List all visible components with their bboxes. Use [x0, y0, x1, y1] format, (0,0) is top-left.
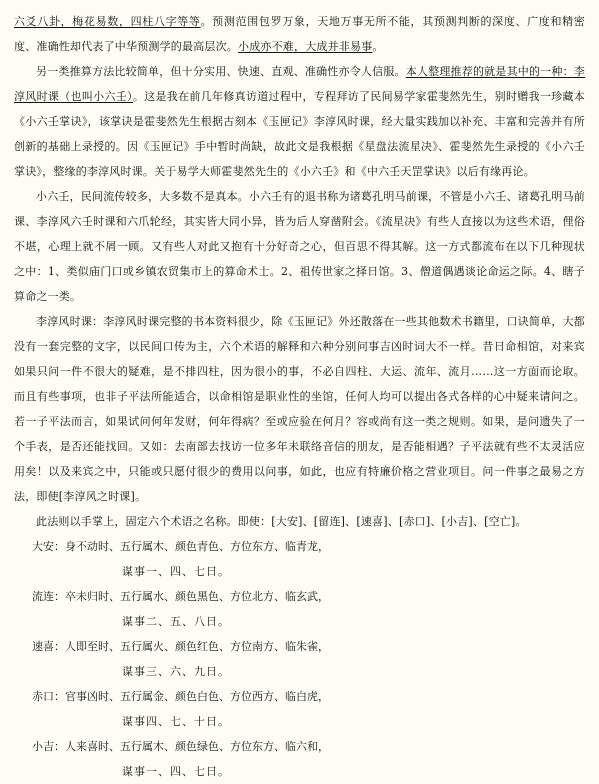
term-name: 大安：	[32, 540, 65, 553]
term-row	[14, 534, 585, 559]
term-name: 流连：	[32, 590, 65, 603]
term-days: 谋事四、七、十日。	[122, 715, 230, 728]
term-days: 谋事二、五、八日。	[122, 615, 230, 628]
term-days: 谋事一、四、七日。	[122, 765, 230, 778]
paragraph-text: 另一类推算方法比较简单，但十分实用、快速、直观、准确性亦令人信服。	[36, 65, 406, 78]
term-row	[14, 634, 585, 659]
paragraph-text: 。预测范围包罗万象，天地万事无所不能，其预测判断的深度、广度和精密度、准确性却代表了中华预测学的最高层次。	[14, 15, 585, 53]
term-description: 官事凶时、五行属金、颜色白色、方位西方、临白虎，	[65, 690, 329, 703]
term-name: 速喜：	[32, 640, 65, 653]
paragraph-xiaoliuren: 小六壬，民间流传较多，大多数不是真本。小六壬有的退书称为诸葛孔明马前课，不管是小六壬、诸葛孔明马前课、李淳风六壬时课和六爪轮经，其实皆大同小异，皆为后人穿凿附会。《流星决》有些人直接以为这些术语，俚俗不堪，心理上就不屑一顾。又有些人对此又抱有十分好奇之心，但百思不得其解。这一方式都流布在以下几种现状之中：1、类似庙门口或乡镇农贸集市上的算命术士。2、祖传世家之择日馆。3、僧道偶遇谈论命运之际。4、瞎子算命之一类。	[14, 190, 585, 303]
paragraph-method	[14, 59, 585, 184]
terms-list	[14, 534, 585, 784]
term-description: 人来喜时、五行属木、颜色绿色、方位东方、临六和，	[65, 740, 329, 753]
term-row	[14, 734, 585, 759]
term-name: 赤口：	[32, 690, 65, 703]
paragraph-text: 。	[372, 40, 384, 53]
term-name: 小吉：	[32, 740, 65, 753]
term-description: 身不动时、五行属木、颜色青色、方位东方、临青龙，	[65, 540, 329, 553]
underlined-phrase: 六爻八卦，梅花易数，四柱八字等等	[14, 15, 201, 28]
term-description: 卒未归时、五行属水、颜色黑色、方位北方、临玄武，	[65, 590, 329, 603]
paragraph-intro	[14, 9, 585, 59]
term-days: 谋事三、六、九日。	[122, 665, 230, 678]
term-row	[14, 584, 585, 609]
underlined-phrase: 本人整理推荐的就是其中的一种：李淳风时课（也叫小六壬）	[14, 65, 585, 103]
paragraph-shike: 李淳风时课：李淳风时课完整的书本资料很少，除《玉匣记》外还散落在一些其他数术书籍里，口诀简单，大都没有一套完整的文字，以民间口传为主，六个术语的解释和六种分别问事吉凶时词大不一样。昔日命相馆，对来宾如果只问一件不很大的疑难，是不排四柱，因为很小的事，不必自四柱、大运、流年、流月……这一方面而论取。而且有些事项，也非子平法所能适合，以命相馆是职业性的坐馆，任何人均可以提出各式各样的心中疑来请问之。若一子平法而言，如果试问何年发财，何年得病？至或应验在何月？容或尚有这一类之规则。如果，是问遗失了一个手表，是否还能找回。又如：去南部去找访一位多年未联络音信的朋友，是否能相遇？子平法就有些不太灵活应用矣！以及来宾之中，只能或只愿付很少的费用以问事，如此，也应有特廉价格之营业项目。问一件事之最易之方法，即使[李淳风之时课]。	[14, 315, 585, 503]
term-row	[14, 684, 585, 709]
underlined-phrase: 小成亦不难，大成并非易事	[238, 40, 373, 53]
paragraph-terms-intro: 此法则以手掌上，固定六个术语之名称。即使：[大安]、[留连]、[速喜]、[赤口]、[小吉]、[空亡]。	[36, 515, 527, 528]
term-description: 人即至时、五行属火、颜色红色、方位南方、临朱雀，	[65, 640, 329, 653]
paragraph-text: 。这是我在前几年修真访道过程中，专程拜访了民间易学家霍斐然先生，别时赠我一珍藏本《小六壬掌诀》，该掌诀是霍斐然先生根据古刻本《玉匣记》李淳风时课，经大量实践加以补充、丰富和完善并有所创新的基础上录授的。因《玉匣记》手中暂时尚缺，故此文是我根据《星盘法流星决》、霍斐然先生录授的《小六壬掌诀》，整缘的李淳风时课。关于易学大师霍斐然先生的《小六壬》和《中六壬天罡掌诀》以后有缘再论。	[14, 90, 586, 178]
term-days: 谋事一、四、七日。	[122, 565, 230, 578]
